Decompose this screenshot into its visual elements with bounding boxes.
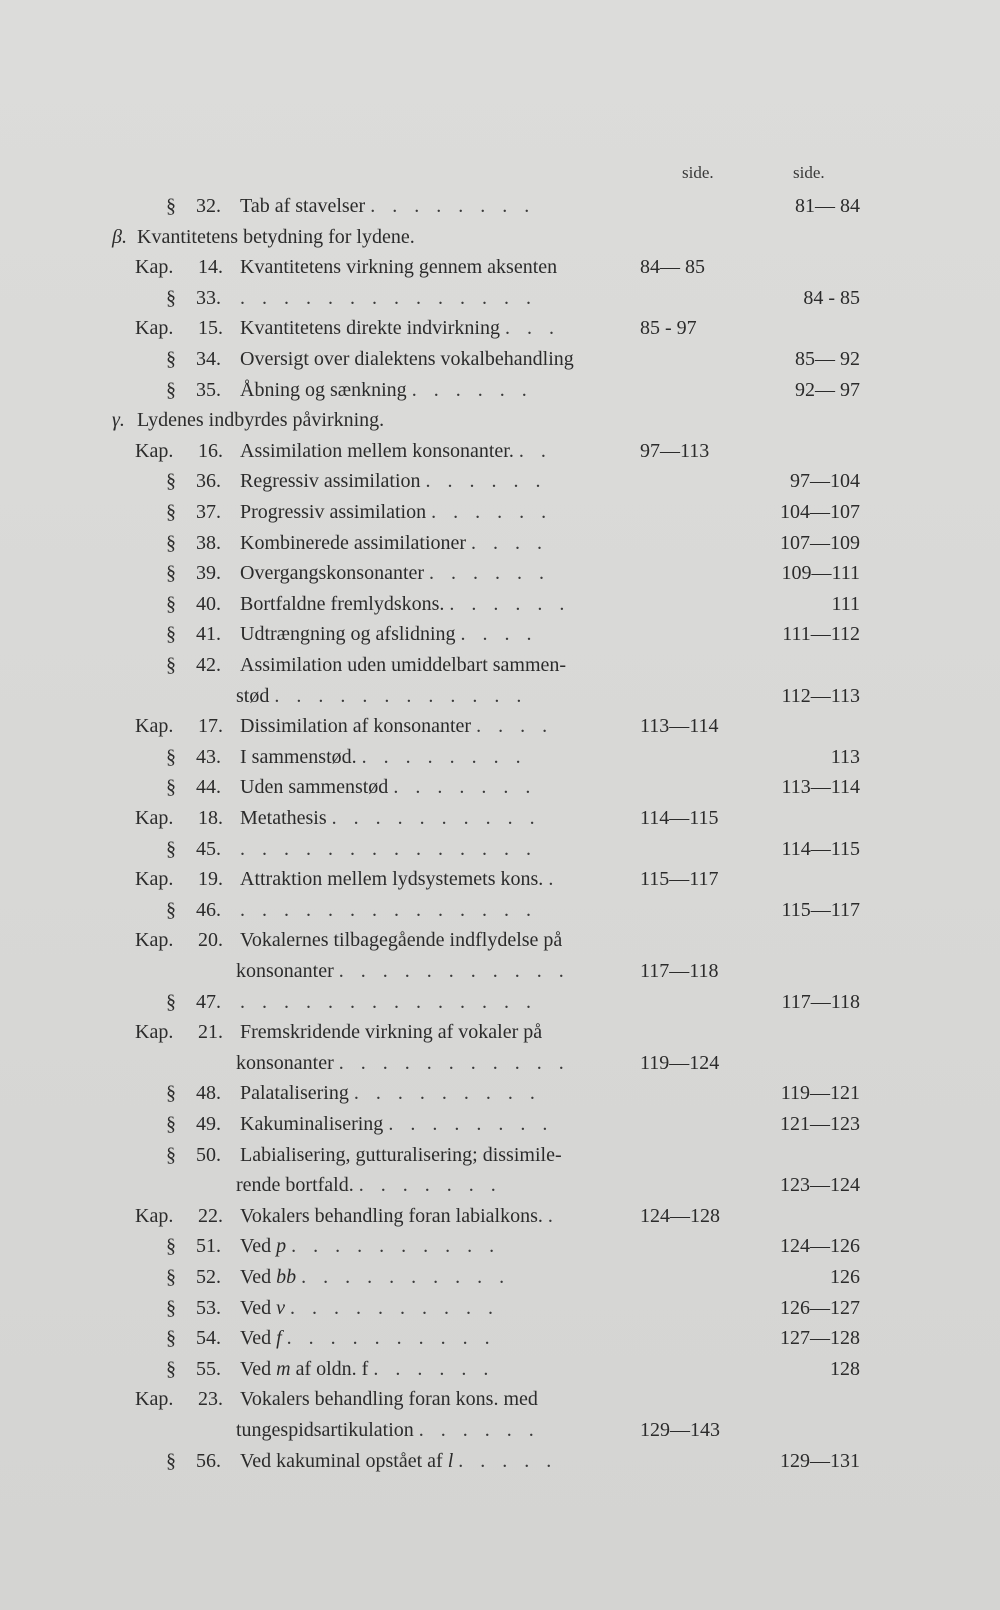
entry-title-line <box>240 1384 538 1414</box>
chapter-number: 19. <box>198 868 223 890</box>
entry-title-line <box>240 191 535 221</box>
page-range-col2: 109—111 <box>781 562 860 584</box>
page-range-col2: 114—115 <box>781 838 860 860</box>
paragraph-sign: § <box>166 287 176 309</box>
entry-title: Bortfaldne fremlydskons. <box>240 593 445 615</box>
page-range-col2: 107—109 <box>780 532 860 554</box>
entry-title-line <box>236 1170 502 1200</box>
entry-title: Ved <box>240 1327 272 1349</box>
toc-row <box>0 803 1000 833</box>
leader-dots: . . . . . . <box>429 562 551 584</box>
page-range-col2: 123—124 <box>780 1174 860 1196</box>
leader-dots: . . . . . . . . . . . . . . <box>240 287 537 309</box>
page-range-col1: 114—115 <box>640 807 719 829</box>
entry-title-line <box>240 864 559 894</box>
entry-title-line <box>240 650 566 680</box>
leader-dots: . . . . . . . . . <box>353 1082 541 1104</box>
entry-title: Kvantitetens direkte indvirkning <box>240 317 500 339</box>
paragraph-sign: § <box>166 1235 176 1257</box>
toc-row <box>0 1109 1000 1139</box>
page-range-col2: 127—128 <box>780 1327 860 1349</box>
leader-dots: . . . . <box>460 623 538 645</box>
page-range-col2: 81— 84 <box>795 195 860 217</box>
toc-row <box>0 1354 1000 1384</box>
entry-title: Labialisering, gutturalisering; dissimile- <box>240 1144 562 1166</box>
paragraph-sign: § <box>166 562 176 584</box>
entry-title: Kombinerede assimilationer <box>240 532 467 554</box>
paragraph-number: 37. <box>196 501 221 523</box>
entry-title-line <box>236 1415 540 1445</box>
entry-title-line <box>240 619 538 649</box>
entry-title-line <box>240 987 537 1017</box>
page-range-col1: 115—117 <box>640 868 719 890</box>
toc-row <box>0 1384 1000 1414</box>
entry-title-line <box>240 834 537 864</box>
entry-title-line <box>240 742 527 772</box>
section-heading: Lydenes indbyrdes påvirkning. <box>137 409 385 431</box>
page-range-col2: 92— 97 <box>795 379 860 401</box>
paragraph-number: 56. <box>196 1450 221 1472</box>
paragraph-number: 55. <box>196 1358 221 1380</box>
paragraph-number: 33. <box>196 287 221 309</box>
chapter-number: 16. <box>198 440 223 462</box>
paragraph-sign: § <box>166 1327 176 1349</box>
page-range-col1: 119—124 <box>640 1052 720 1074</box>
entry-title: Kakuminalisering <box>240 1113 384 1135</box>
entry-title-line <box>240 528 548 558</box>
section-heading: Kvantitetens betydning for lydene. <box>137 226 415 248</box>
leader-dots: . . . . . . . . . . . . . . <box>240 991 537 1013</box>
entry-title: Overgangskonsonanter <box>240 562 425 584</box>
entry-title-line <box>240 466 547 496</box>
leader-dots: . . . . . . . . <box>388 1113 554 1135</box>
toc-row <box>0 925 1000 955</box>
entry-title: Fremskridende virkning af vokaler på <box>240 1021 543 1043</box>
paragraph-number: 49. <box>196 1113 221 1135</box>
entry-title-line <box>240 895 537 925</box>
entry-title: Uden sammenstød <box>240 776 389 798</box>
leader-dots: . . . . . . <box>431 501 553 523</box>
page-range-col2: 119—121 <box>780 1082 860 1104</box>
page-range-col2: 129—131 <box>780 1450 860 1472</box>
chapter-number: 22. <box>198 1205 223 1227</box>
leader-dots: . . . . . <box>458 1450 558 1472</box>
entry-title: Oversigt over dialektens vokalbehandling <box>240 348 574 370</box>
toc-row <box>0 834 1000 864</box>
entry-title: Vokalers behandling foran labialkons. <box>240 1205 543 1227</box>
paragraph-number: 53. <box>196 1297 221 1319</box>
entry-title: Ved kakuminal opstået af <box>240 1450 443 1472</box>
leader-dots: . . . . . . <box>373 1358 495 1380</box>
entry-title-line <box>240 1140 562 1170</box>
paragraph-number: 45. <box>196 838 221 860</box>
chapter-label: Kap. <box>135 807 174 829</box>
toc-row <box>0 528 1000 558</box>
leader-dots: . . . <box>504 317 560 339</box>
toc-row <box>0 742 1000 772</box>
chapter-number: 17. <box>198 715 223 737</box>
paragraph-number: 38. <box>196 532 221 554</box>
entry-title: Vokalers behandling foran kons. med <box>240 1388 538 1410</box>
page-column-header-2: side. <box>793 163 825 182</box>
entry-title-line <box>240 803 541 833</box>
paragraph-number: 46. <box>196 899 221 921</box>
entry-title: stød <box>236 685 270 707</box>
leader-dots: . . . . . . . . . . . <box>338 960 570 982</box>
entry-title: Palatalisering <box>240 1082 349 1104</box>
leader-dots: . . . . . . . . . . . <box>338 1052 570 1074</box>
entry-title: Ved <box>240 1266 272 1288</box>
paragraph-sign: § <box>166 776 176 798</box>
toc-row <box>0 558 1000 588</box>
entry-title-line <box>240 589 570 619</box>
leader-dots: . . . . . . . . <box>370 195 536 217</box>
page-range-col2: 111—112 <box>782 623 860 645</box>
entry-title-line <box>240 1078 541 1108</box>
entry-title: Ved <box>240 1235 272 1257</box>
toc-row <box>0 1231 1000 1261</box>
entry-symbol: m <box>276 1358 291 1380</box>
leader-dots: . . . . . . . . . . <box>301 1266 511 1288</box>
chapter-number: 14. <box>198 256 223 278</box>
entry-title: Assimilation mellem konsonanter. <box>240 440 514 462</box>
page-range-col2: 113 <box>830 746 860 768</box>
chapter-number: 23. <box>198 1388 223 1410</box>
page-column-header-1: side. <box>682 163 714 182</box>
leader-dots: . . . . . . . . . . <box>331 807 541 829</box>
entry-title-line <box>240 1354 494 1384</box>
toc-row <box>0 283 1000 313</box>
paragraph-number: 35. <box>196 379 221 401</box>
entry-title: Vokalernes tilbagegående indflydelse på <box>240 929 563 951</box>
chapter-label: Kap. <box>135 317 174 339</box>
entry-title-line <box>240 1323 496 1353</box>
page-range-col2: 84 - 85 <box>803 287 860 309</box>
paragraph-number: 47. <box>196 991 221 1013</box>
leader-dots: . . . . . . . <box>393 776 537 798</box>
toc-row <box>0 1170 1000 1200</box>
chapter-number: 18. <box>198 807 223 829</box>
toc-row <box>0 313 1000 343</box>
paragraph-number: 32. <box>196 195 221 217</box>
entry-title-line <box>240 1017 542 1047</box>
page-range-col1: 84— 85 <box>640 256 705 278</box>
toc-row <box>0 681 1000 711</box>
paragraph-sign: § <box>166 1113 176 1135</box>
entry-title: Assimilation uden umiddelbart sammen- <box>240 654 567 676</box>
toc-row <box>0 375 1000 405</box>
page-range-col1: 124—128 <box>640 1205 720 1227</box>
entry-title: Dissimilation af konsonanter <box>240 715 472 737</box>
entry-title-line <box>240 711 553 741</box>
leader-dots: . . . . . . . . . . . . . . <box>240 838 537 860</box>
toc-row <box>0 895 1000 925</box>
entry-title: Kvantitetens virkning gennem aksenten <box>240 256 558 278</box>
paragraph-sign: § <box>166 1144 176 1166</box>
paragraph-number: 54. <box>196 1327 221 1349</box>
page-range-col2: 121—123 <box>780 1113 860 1135</box>
entry-title-line <box>240 1293 499 1323</box>
paragraph-number: 50. <box>196 1144 221 1166</box>
toc-row <box>0 436 1000 466</box>
page-range-col1: 85 - 97 <box>640 317 697 339</box>
entry-title-line <box>240 1231 500 1261</box>
paragraph-number: 36. <box>196 470 221 492</box>
paragraph-sign: § <box>166 623 176 645</box>
toc-row <box>0 466 1000 496</box>
entry-title-line <box>236 956 570 986</box>
leader-dots: . . . . . . <box>418 1419 540 1441</box>
paragraph-sign: § <box>166 379 176 401</box>
leader-dots: . <box>547 1205 559 1227</box>
leader-dots: . . . . . . . . . . <box>291 1235 501 1257</box>
page-range-col2: 124—126 <box>780 1235 860 1257</box>
toc-row <box>0 191 1000 221</box>
paragraph-sign: § <box>166 899 176 921</box>
paragraph-sign: § <box>166 1358 176 1380</box>
chapter-label: Kap. <box>135 715 174 737</box>
entry-title-line <box>236 681 527 711</box>
paragraph-sign: § <box>166 1450 176 1472</box>
leader-dots: . . . . <box>476 715 554 737</box>
leader-dots: . . . . . . . <box>358 1174 502 1196</box>
chapter-label: Kap. <box>135 929 174 951</box>
leader-dots: . . . . <box>471 532 549 554</box>
entry-title-line <box>240 1446 557 1476</box>
leader-dots: . . . . . . . . . . <box>286 1327 496 1349</box>
leader-dots: . . . . . . <box>425 470 547 492</box>
entry-title-line <box>240 283 537 313</box>
chapter-label: Kap. <box>135 868 174 890</box>
chapter-label: Kap. <box>135 1388 174 1410</box>
toc-row <box>0 1017 1000 1047</box>
entry-title-line <box>240 1201 559 1231</box>
toc-row <box>0 1078 1000 1108</box>
entry-title-line <box>240 313 560 343</box>
toc-row <box>0 497 1000 527</box>
paragraph-sign: § <box>166 501 176 523</box>
paragraph-sign: § <box>166 991 176 1013</box>
paragraph-sign: § <box>166 654 176 676</box>
paragraph-number: 42. <box>196 654 221 676</box>
entry-title-line <box>240 252 557 282</box>
toc-row <box>0 1323 1000 1353</box>
page-range-col2: 104—107 <box>780 501 860 523</box>
page-range-col2: 85— 92 <box>795 348 860 370</box>
page-range-col1: 97—113 <box>640 440 710 462</box>
leader-dots: . . . . . . . . . . . . . . <box>240 899 537 921</box>
entry-title-line <box>240 436 552 466</box>
entry-title: Attraktion mellem lydsystemets kons. <box>240 868 544 890</box>
entry-title-tail: af oldn. f <box>295 1358 369 1380</box>
page-range-col1: 129—143 <box>640 1419 720 1441</box>
entry-title: konsonanter <box>236 1052 334 1074</box>
paragraph-number: 52. <box>196 1266 221 1288</box>
entry-symbol: l <box>447 1450 454 1472</box>
toc-row <box>0 619 1000 649</box>
page-range-col2: 126—127 <box>780 1297 860 1319</box>
entry-title: Ved <box>240 1358 272 1380</box>
entry-title: Metathesis <box>240 807 327 829</box>
entry-title: Ved <box>240 1297 272 1319</box>
entry-title: Progressiv assimilation <box>240 501 427 523</box>
toc-row <box>0 772 1000 802</box>
entry-title: Regressiv assimilation <box>240 470 421 492</box>
leader-dots: . . . . . . . . . . <box>290 1297 499 1319</box>
entry-title-line <box>240 772 536 802</box>
entry-symbol: v <box>276 1297 285 1319</box>
entry-title: konsonanter <box>236 960 334 982</box>
toc-row <box>0 650 1000 680</box>
leader-dots: . . . . . . . . <box>361 746 527 768</box>
toc-row <box>0 222 1000 252</box>
toc-row <box>0 589 1000 619</box>
paragraph-sign: § <box>166 532 176 554</box>
paragraph-sign: § <box>166 1266 176 1288</box>
paragraph-sign: § <box>166 348 176 370</box>
toc-row <box>0 1201 1000 1231</box>
toc-row <box>0 1446 1000 1476</box>
page-range-col1: 117—118 <box>640 960 719 982</box>
paragraph-number: 40. <box>196 593 221 615</box>
paragraph-sign: § <box>166 593 176 615</box>
leader-dots: . <box>548 868 560 890</box>
leader-dots: . . . . . . <box>411 379 533 401</box>
page-range-col2: 128 <box>830 1358 860 1380</box>
toc-row <box>0 987 1000 1017</box>
section-greek-letter: γ. <box>112 409 125 431</box>
toc-row <box>0 956 1000 986</box>
entry-symbol: p <box>276 1235 287 1257</box>
toc-row <box>0 1140 1000 1170</box>
entry-title-line <box>240 1262 510 1292</box>
leader-dots: . . . . . . . . . . . . <box>274 685 528 707</box>
entry-title-line <box>240 497 552 527</box>
paragraph-sign: § <box>166 1297 176 1319</box>
toc-row <box>0 1415 1000 1445</box>
toc-row <box>0 864 1000 894</box>
page-range-col2: 126 <box>830 1266 860 1288</box>
paragraph-number: 43. <box>196 746 221 768</box>
toc-row <box>0 405 1000 435</box>
leader-dots: . . <box>518 440 552 462</box>
section-greek-letter: β. <box>112 226 127 248</box>
toc-row <box>0 711 1000 741</box>
entry-title-line <box>240 344 574 374</box>
entry-title: Tab af stavelser <box>240 195 366 217</box>
entry-title-line <box>240 558 550 588</box>
page-range-col2: 112—113 <box>781 685 860 707</box>
chapter-label: Kap. <box>135 256 174 278</box>
toc-row <box>0 344 1000 374</box>
entry-title: Udtrængning og afslidning <box>240 623 456 645</box>
paragraph-number: 39. <box>196 562 221 584</box>
entry-title-line <box>236 1048 570 1078</box>
entry-symbol: f <box>276 1327 282 1349</box>
chapter-label: Kap. <box>135 440 174 462</box>
entry-title: rende bortfald. <box>236 1174 354 1196</box>
toc-row <box>0 252 1000 282</box>
paragraph-sign: § <box>166 746 176 768</box>
entry-symbol: bb <box>276 1266 297 1288</box>
chapter-number: 20. <box>198 929 223 951</box>
page-range-col2: 97—104 <box>790 470 860 492</box>
entry-title-line <box>240 925 562 955</box>
chapter-number: 15. <box>198 317 223 339</box>
paragraph-sign: § <box>166 1082 176 1104</box>
entry-title: Åbning og sænkning <box>240 379 407 401</box>
leader-dots: . . . . . . <box>449 593 571 615</box>
entry-title: I sammenstød. <box>240 746 357 768</box>
toc-row <box>0 1293 1000 1323</box>
paragraph-sign: § <box>166 470 176 492</box>
paragraph-number: 41. <box>196 623 221 645</box>
chapter-label: Kap. <box>135 1205 174 1227</box>
chapter-number: 21. <box>198 1021 223 1043</box>
page-range-col1: 113—114 <box>640 715 719 737</box>
paragraph-number: 44. <box>196 776 221 798</box>
paragraph-sign: § <box>166 195 176 217</box>
paragraph-number: 34. <box>196 348 221 370</box>
toc-row <box>0 1262 1000 1292</box>
paragraph-number: 48. <box>196 1082 221 1104</box>
page-range-col2: 111 <box>831 593 860 615</box>
page-range-col2: 117—118 <box>781 991 860 1013</box>
chapter-label: Kap. <box>135 1021 174 1043</box>
toc-row <box>0 1048 1000 1078</box>
paragraph-sign: § <box>166 838 176 860</box>
paragraph-number: 51. <box>196 1235 221 1257</box>
entry-title-line <box>240 375 533 405</box>
entry-title-line <box>240 1109 553 1139</box>
page-range-col2: 113—114 <box>781 776 860 798</box>
entry-title: tungespidsartikulation <box>236 1419 414 1441</box>
page-range-col2: 115—117 <box>781 899 860 921</box>
